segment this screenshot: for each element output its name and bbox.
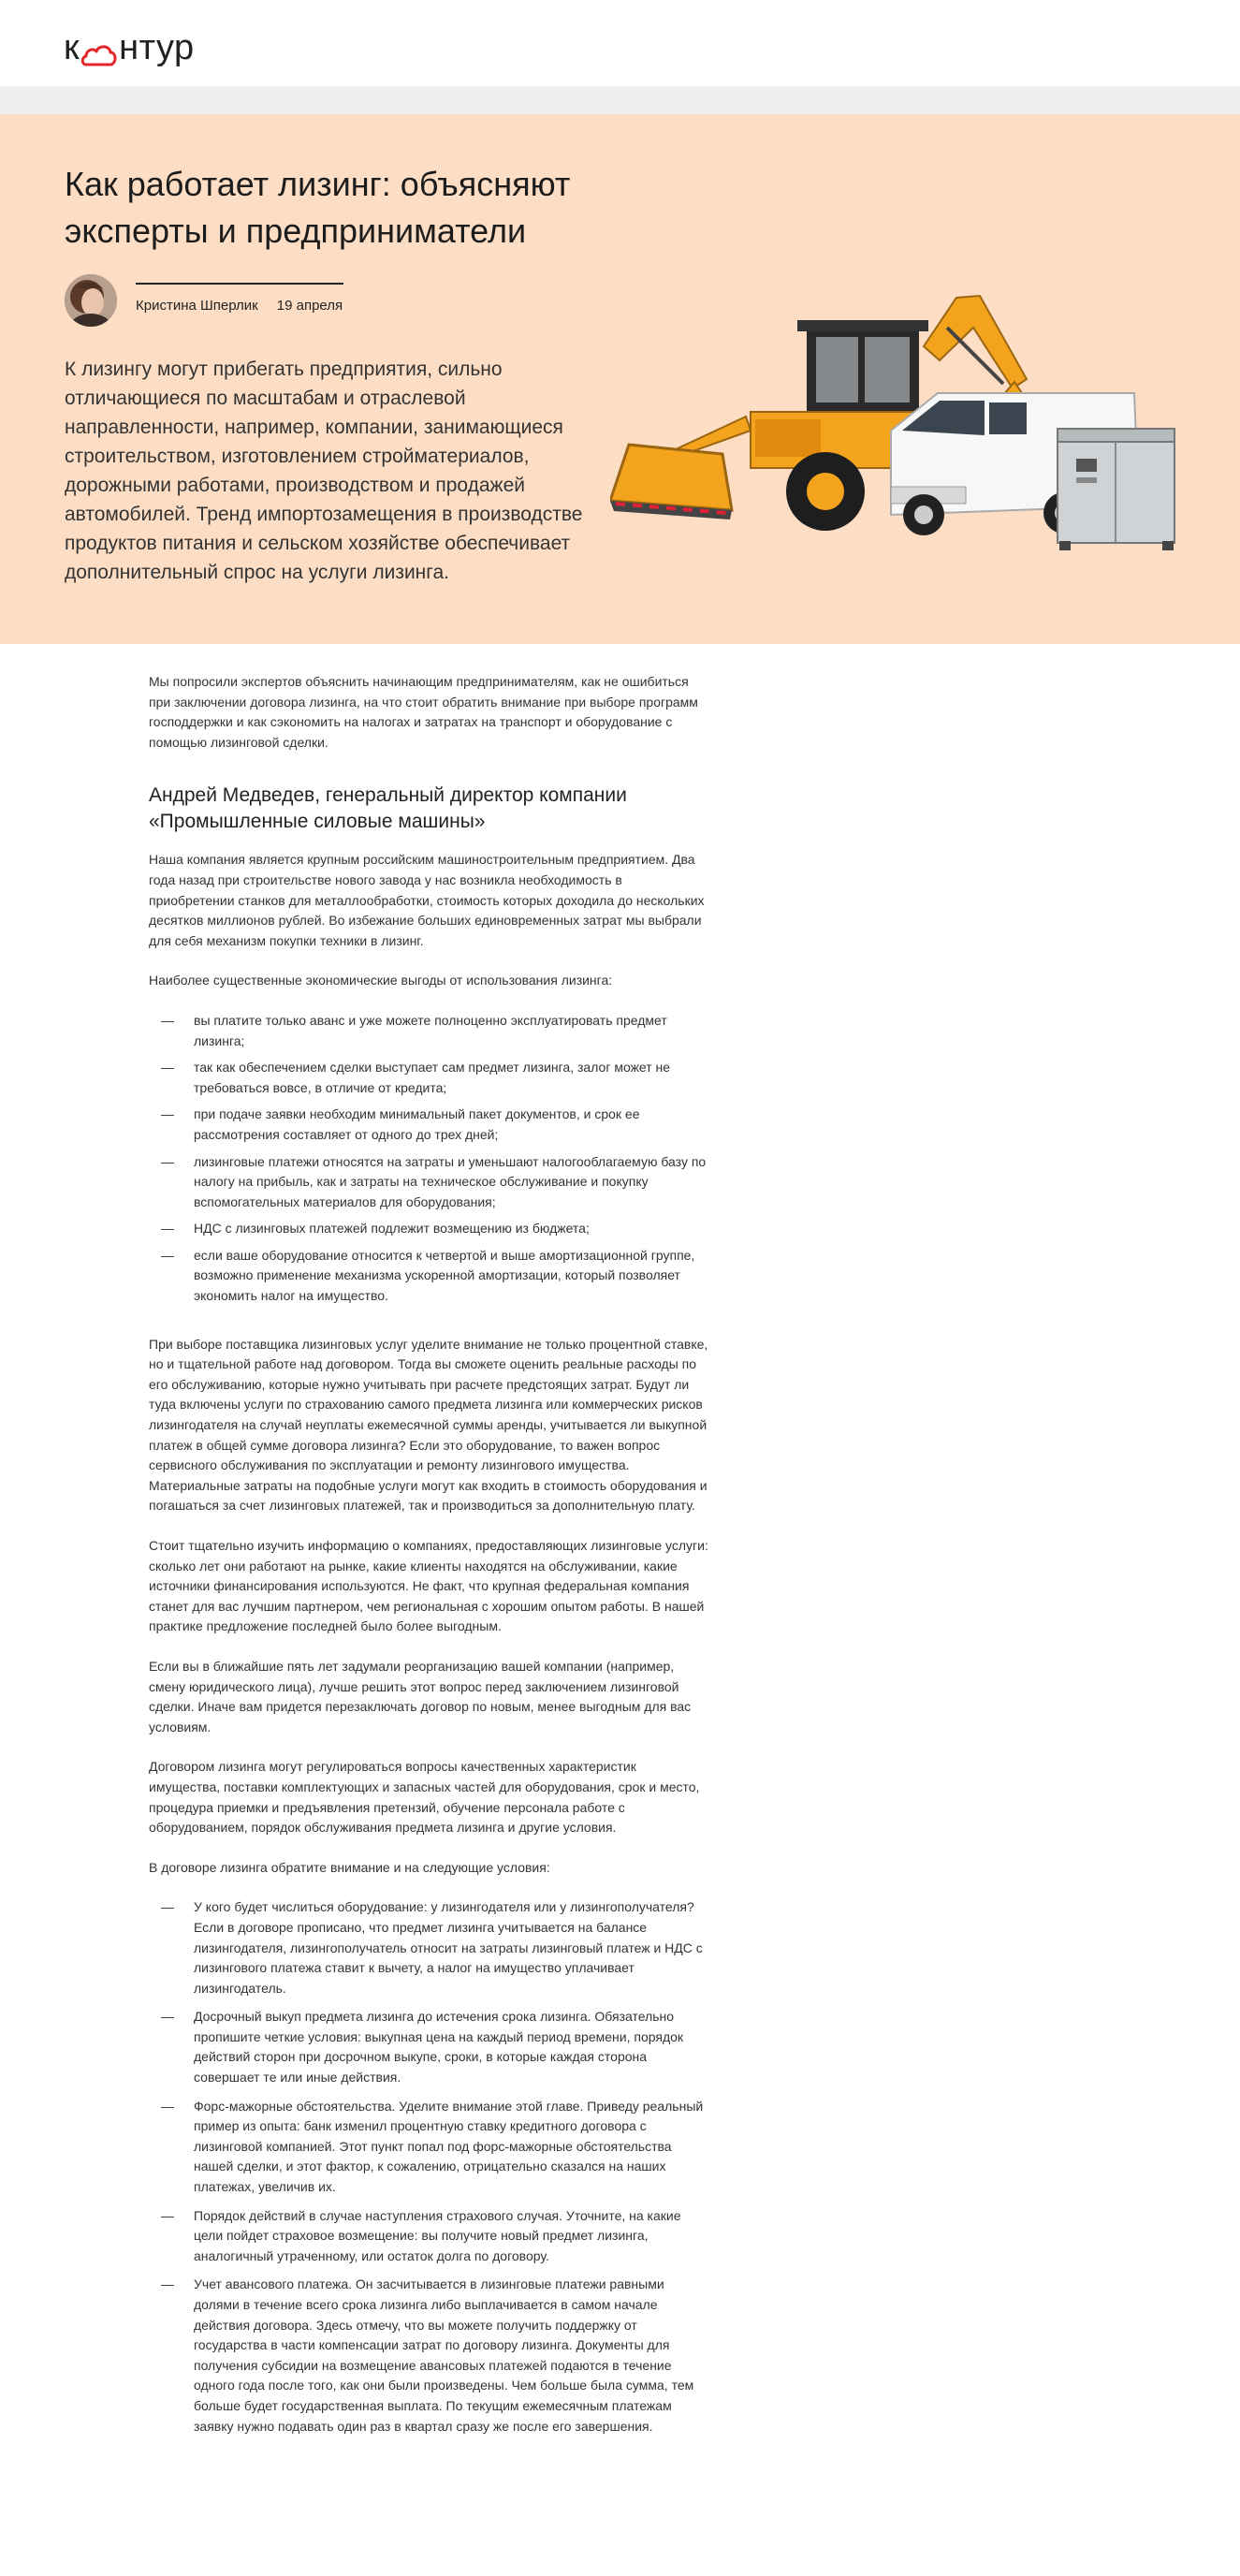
list-item: — Досрочный выкуп предмета лизинга до истечения срока лизинга. Обязательно пропишите четкие условия: выкупная цена на каждый период времени, порядок действий сторон при досрочном выкупе, сроки, в которые каждая сторона совершает те или иные действия. bbox=[161, 2007, 710, 2087]
paragraph: При выборе поставщика лизинговых услуг уделите внимание не только процентной ставке, но и тщательной работе над договором. Тогда вы сможете оценить реальные расходы по его обслуживанию, которые нужно учитывать при расчете предстоящих затрат. Будут ли туда включены услуги по страхованию самого предмета лизинга или коммерческих рисков лизингодателя на случай неуплаты ежемесячной суммы аренды, учитывается ли выкупной платеж в общей сумме договора лизинга? Если это оборудование, то важен вопрос сервисного обслуживания по эксплуатации и ремонту лизингового имущества. Материальные затраты на подобные услуги могут как входить в стоимость оборудования и погашаться за счет лизинговых платежей, так и производиться за дополнительную плату. bbox=[149, 1336, 708, 1514]
list-item: — если ваше оборудование относится к четвертой и выше амортизационной группе, возможно применение механизма ускоренной амортизации, который позволяет экономить налог на имущество. bbox=[161, 1246, 710, 1307]
paragraph: Наша компания является крупным российским машиностроительным предприятием. Два года назад при строительстве нового завода у нас возникла необходимость в приобретении станков для металлообработки, стоимость которых доходила до нескольких десятков миллионов рублей. Во избежание больших единовременных затрат мы выбрали для себя механизм покупки техники в лизинг. bbox=[149, 852, 705, 948]
machinery-illustration bbox=[610, 290, 1183, 571]
article-intro: Мы попросили экспертов объяснить начинающим предпринимателям, как не ошибиться при заключении договора лизинга, на что стоит обратить внимание при выборе программ господдержки и как сэкономить на налогах и затратах на транспорт и оборудование с помощью лизинговой сделки. bbox=[149, 674, 698, 750]
list-item: — У кого будет числиться оборудование: у лизингодателя или у лизингополучателя? Если в договоре прописано, что предмет лизинга учитывается на балансе лизингодателя, лизингополучатель относит на затраты лизинговый платеж и НДС с лизингового платежа ставит к вычету, а налог на имущество уплачивает лизингодатель. bbox=[161, 1897, 710, 1998]
list-item: — вы платите только аванс и уже можете полноценно эксплуатировать предмет лизинга; bbox=[161, 1011, 710, 1051]
kontur-logo[interactable] bbox=[64, 30, 195, 66]
author-meta bbox=[136, 273, 343, 328]
site-header bbox=[0, 0, 1240, 86]
article-title: Как работает лизинг: объясняют эксперты и предприниматели bbox=[65, 165, 571, 250]
paragraph: Если вы в ближайшие пять лет задумали реорганизацию вашей компании (например, смену юридического лица), лучше решить этот вопрос перед заключением лизинговой сделки. Иначе вам придется перезаключать договор по новым, менее выгодным для вас условиям. bbox=[149, 1658, 692, 1734]
author-avatar bbox=[65, 274, 117, 327]
paragraph: Наиболее существенные экономические выгоды от использования лизинга: bbox=[149, 973, 613, 988]
list-item: — так как обеспечением сделки выступает сам предмет лизинга, залог может не требоваться вовсе, в отличие от кредита; bbox=[161, 1058, 710, 1098]
article-lead: К лизингу могут прибегать предприятия, сильно отличающиеся по масштабам и отраслевой направленности, например, компании, занимающиеся строительством, изготовлением стройматериалов, дорожными работами, производством и продажей автомобилей. Тренд импортозамещения в производстве продуктов питания и сельском хозяйстве обеспечивает дополнительный спрос на услуги лизинга. bbox=[65, 359, 583, 583]
byline-rule bbox=[136, 283, 343, 285]
article-hero bbox=[0, 114, 1240, 644]
header-divider-band bbox=[0, 86, 1240, 114]
author-name[interactable]: Кристина Шперлик bbox=[136, 297, 258, 314]
article-body bbox=[149, 672, 710, 2465]
list-item: — при подаче заявки необходим минимальный пакет документов, и срок ее рассмотрения составляет от одного до трех дней; bbox=[161, 1105, 710, 1145]
publish-date: 19 апреля bbox=[276, 297, 343, 314]
paragraph: В договоре лизинга обратите внимание и на следующие условия: bbox=[149, 1859, 550, 1875]
list-item: — лизинговые платежи относятся на затраты и уменьшают налогооблагаемую базу по налогу на прибыль, как и затраты на техническое обслуживание и покупку вспомогательных материалов для оборудования; bbox=[161, 1152, 710, 1213]
list-item: — Порядок действий в случае наступления страхового случая. Уточните, на какие цели пойдет страховое возмещение: вы получите новый предмет лизинга, аналогичный утраченному, или остаток долга по договору. bbox=[161, 2206, 710, 2267]
conditions-list bbox=[149, 1897, 710, 2437]
paragraph: Договором лизинга могут регулироваться вопросы качественных характеристик имущества, поставки комплектующих и запасных частей для оборудования, срок и место, процедура приемки и предъявления претензий, обучение персонала работе с оборудованием, порядок обслуживания предмета лизинга и другие условия. bbox=[149, 1759, 700, 1836]
paragraph: Стоит тщательно изучить информацию о компаниях, предоставляющих лизинговые услуги: сколько лет они работают на рынке, какие клиенты находятся на обслуживании, какие источники финансирования используются. Не факт, что крупная федеральная компания станет для вас лучшим партнером, чем региональная с хорошим опытом работы. В нашей практике предложение последней было более выгодным. bbox=[149, 1538, 708, 1634]
author-byline bbox=[65, 273, 343, 328]
list-item: — Форс-мажорные обстоятельства. Уделите внимание этой главе. Приведу реальный пример из опыта: банк изменил процентную ставку кредитного договора с лизинговой компанией. Этот пункт попал под форс-мажорные обстоятельства нашей сделки, и этот фактор, к сожалению, отрицательно сказался на наших платежах, увеличив их. bbox=[161, 2097, 710, 2198]
logo-text-prefix: к bbox=[64, 28, 80, 67]
list-item: — Учет авансового платежа. Он засчитывается в лизинговые платежи равными долями в течение всего срока лизинга либо выплачивается в самом начале действия договора. Здесь отмечу, что вы можете получить поддержку от государства в части компенсации затрат по договору лизинга. Документы для получения субсидии на возмещение авансовых платежей подаются в течение одного года после того, как они были произведены. Чем больше была сумма, тем больше будет государственная выплата. По текущим ежемесячным платежам заявку нужно подавать один раз в квартал сразу же после его завершения. bbox=[161, 2275, 710, 2437]
cloud-icon bbox=[80, 39, 118, 66]
list-item: — НДС с лизинговых платежей подлежит возмещению из бюджета; bbox=[161, 1219, 710, 1239]
logo-text-suffix: нтур bbox=[119, 28, 195, 67]
expert-heading: Андрей Медведев, генеральный директор компании «Промышленные силовые машины» bbox=[149, 784, 627, 833]
benefits-list bbox=[149, 1011, 710, 1307]
